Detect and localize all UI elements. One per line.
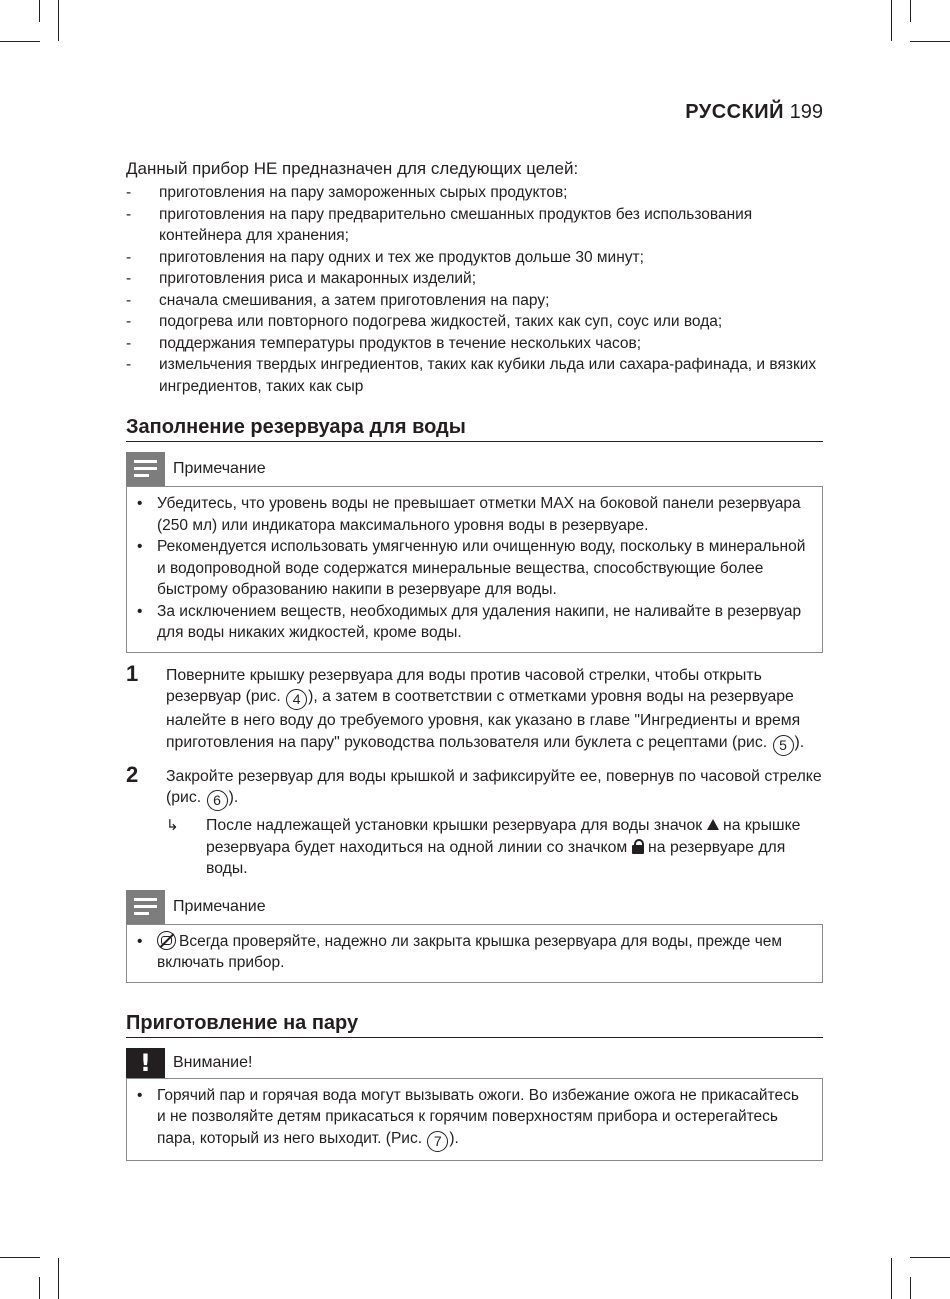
note-box (126, 924, 823, 983)
crop-mark (910, 1277, 911, 1299)
page-header (685, 100, 823, 124)
crop-mark (910, 0, 911, 22)
list-item: - приготовления на пару одних и тех же продуктов дольше 30 минут; (126, 248, 644, 266)
not-intended-title: Данный прибор НЕ предназначен для следующих целей: (126, 159, 579, 178)
step-number: 2 (126, 761, 139, 787)
note-label: Примечание (173, 897, 266, 915)
list-item: • Рекомендуется использовать умягченную или очищенную воду, поскольку в минеральной и водопроводной воде содержатся минеральные вещества, способствующие более быстрому образованию накипи в резервуаре для воды. (137, 538, 806, 598)
note-lines-icon (126, 452, 165, 486)
page-number: 199 (789, 101, 823, 123)
section-title-steam: Приготовление на пару (126, 1010, 823, 1038)
list-item: - приготовления на пару замороженных сырых продуктов; (126, 184, 568, 201)
crop-mark (0, 41, 40, 42)
step-result: ↳ После надлежащей установки крышки резервуара для воды значок на крышке резервуара будет находиться на одной линии со значком на резервуаре для воды. (166, 816, 801, 877)
crop-mark (58, 0, 59, 41)
list-item: - приготовления риса и макаронных изделий; (126, 270, 477, 287)
step-2: 2 Закройте резервуар для воды крышкой и зафиксируйте ее, повернув по часовой стрелке (рис. 6 ). ↳ После надлежащей установки крышки резервуара для воды значок на крышке резервуара будет находиться на одной линии со значком на резервуаре для воды. (126, 766, 823, 880)
figure-ref: 6 (207, 790, 228, 811)
note-label: Примечание (173, 460, 266, 477)
warning-box (126, 1078, 823, 1161)
crop-mark (39, 0, 40, 22)
list-item: • Горячий пар и горячая вода могут вызывать ожоги. Во избежание ожога не прикасайтесь и не позволяйте детям прикасаться к горячим поверхностям прибора и остерегайтесь пара, который из него выходит. (Рис. 7 ). (137, 1085, 810, 1152)
note-lines-icon (126, 890, 165, 924)
figure-ref: 5 (773, 735, 794, 756)
list-item: • Убедитесь, что уровень воды не превышает отметки MAX на боковой панели резервуара (250 мл) или индикатора максимального уровня воды в резервуаре. (137, 495, 801, 534)
result-arrow-icon: ↳ (166, 816, 179, 834)
steps (126, 660, 823, 880)
triangle-up-icon (707, 819, 719, 830)
note-box (126, 486, 823, 653)
figure-ref: 4 (286, 689, 307, 710)
list-item: - поддержания температуры продуктов в течение нескольких часов; (126, 334, 642, 352)
crop-mark (910, 1257, 950, 1258)
language-label: РУССКИЙ (685, 101, 785, 123)
crop-mark (891, 1258, 892, 1299)
note-header (126, 890, 823, 924)
list-item: - приготовления на пару предварительно смешанных продуктов без использования контейнера для хранения; (126, 205, 753, 244)
figure-ref: 7 (427, 1131, 448, 1152)
list-item: • За исключением веществ, необходимых для удаления накипи, не наливайте в резервуар для воды никаких жидкостей, кроме воды. (137, 602, 802, 641)
crop-mark (891, 0, 892, 41)
warning-label: Внимание! (173, 1053, 253, 1071)
list-item: - сначала смешивания, а затем приготовления на пару; (126, 291, 550, 309)
list-item: - измельчения твердых ингредиентов, таких как кубики льда или сахара-рафинада, и вязких ингредиентов, таких как сыр (126, 356, 817, 395)
crop-mark (39, 1277, 40, 1299)
not-intended-list (126, 182, 823, 397)
crop-mark (910, 41, 950, 42)
list-item: • Всегда проверяйте, надежно ли закрыта крышка резервуара для воды, прежде чем включать прибор. (137, 932, 783, 971)
step-number: 1 (126, 660, 139, 686)
step-1: 1 Поверните крышку резервуара для воды против часовой стрелки, чтобы открыть резервуар (рис. 4 ), а затем в соответствии с отметками уровня воды на резервуаре налейте в него воду до требуемого уровня, как указано в главе "Ингредиенты и время приготовления на пару" руководства пользователя или буклета с рецептами (рис. 5 ). (126, 665, 823, 756)
warning-header (126, 1048, 823, 1078)
crop-mark (58, 1258, 59, 1299)
crop-mark (0, 1257, 40, 1258)
section-title-fill: Заполнение резервуара для воды (126, 414, 823, 442)
note-header (126, 452, 823, 486)
list-item: - подогрева или повторного подогрева жидкостей, таких как суп, соус или вода; (126, 313, 723, 330)
lock-icon (632, 839, 644, 854)
page-content (126, 158, 823, 1161)
no-food-icon (157, 931, 176, 950)
exclamation-icon: ! (126, 1048, 165, 1078)
